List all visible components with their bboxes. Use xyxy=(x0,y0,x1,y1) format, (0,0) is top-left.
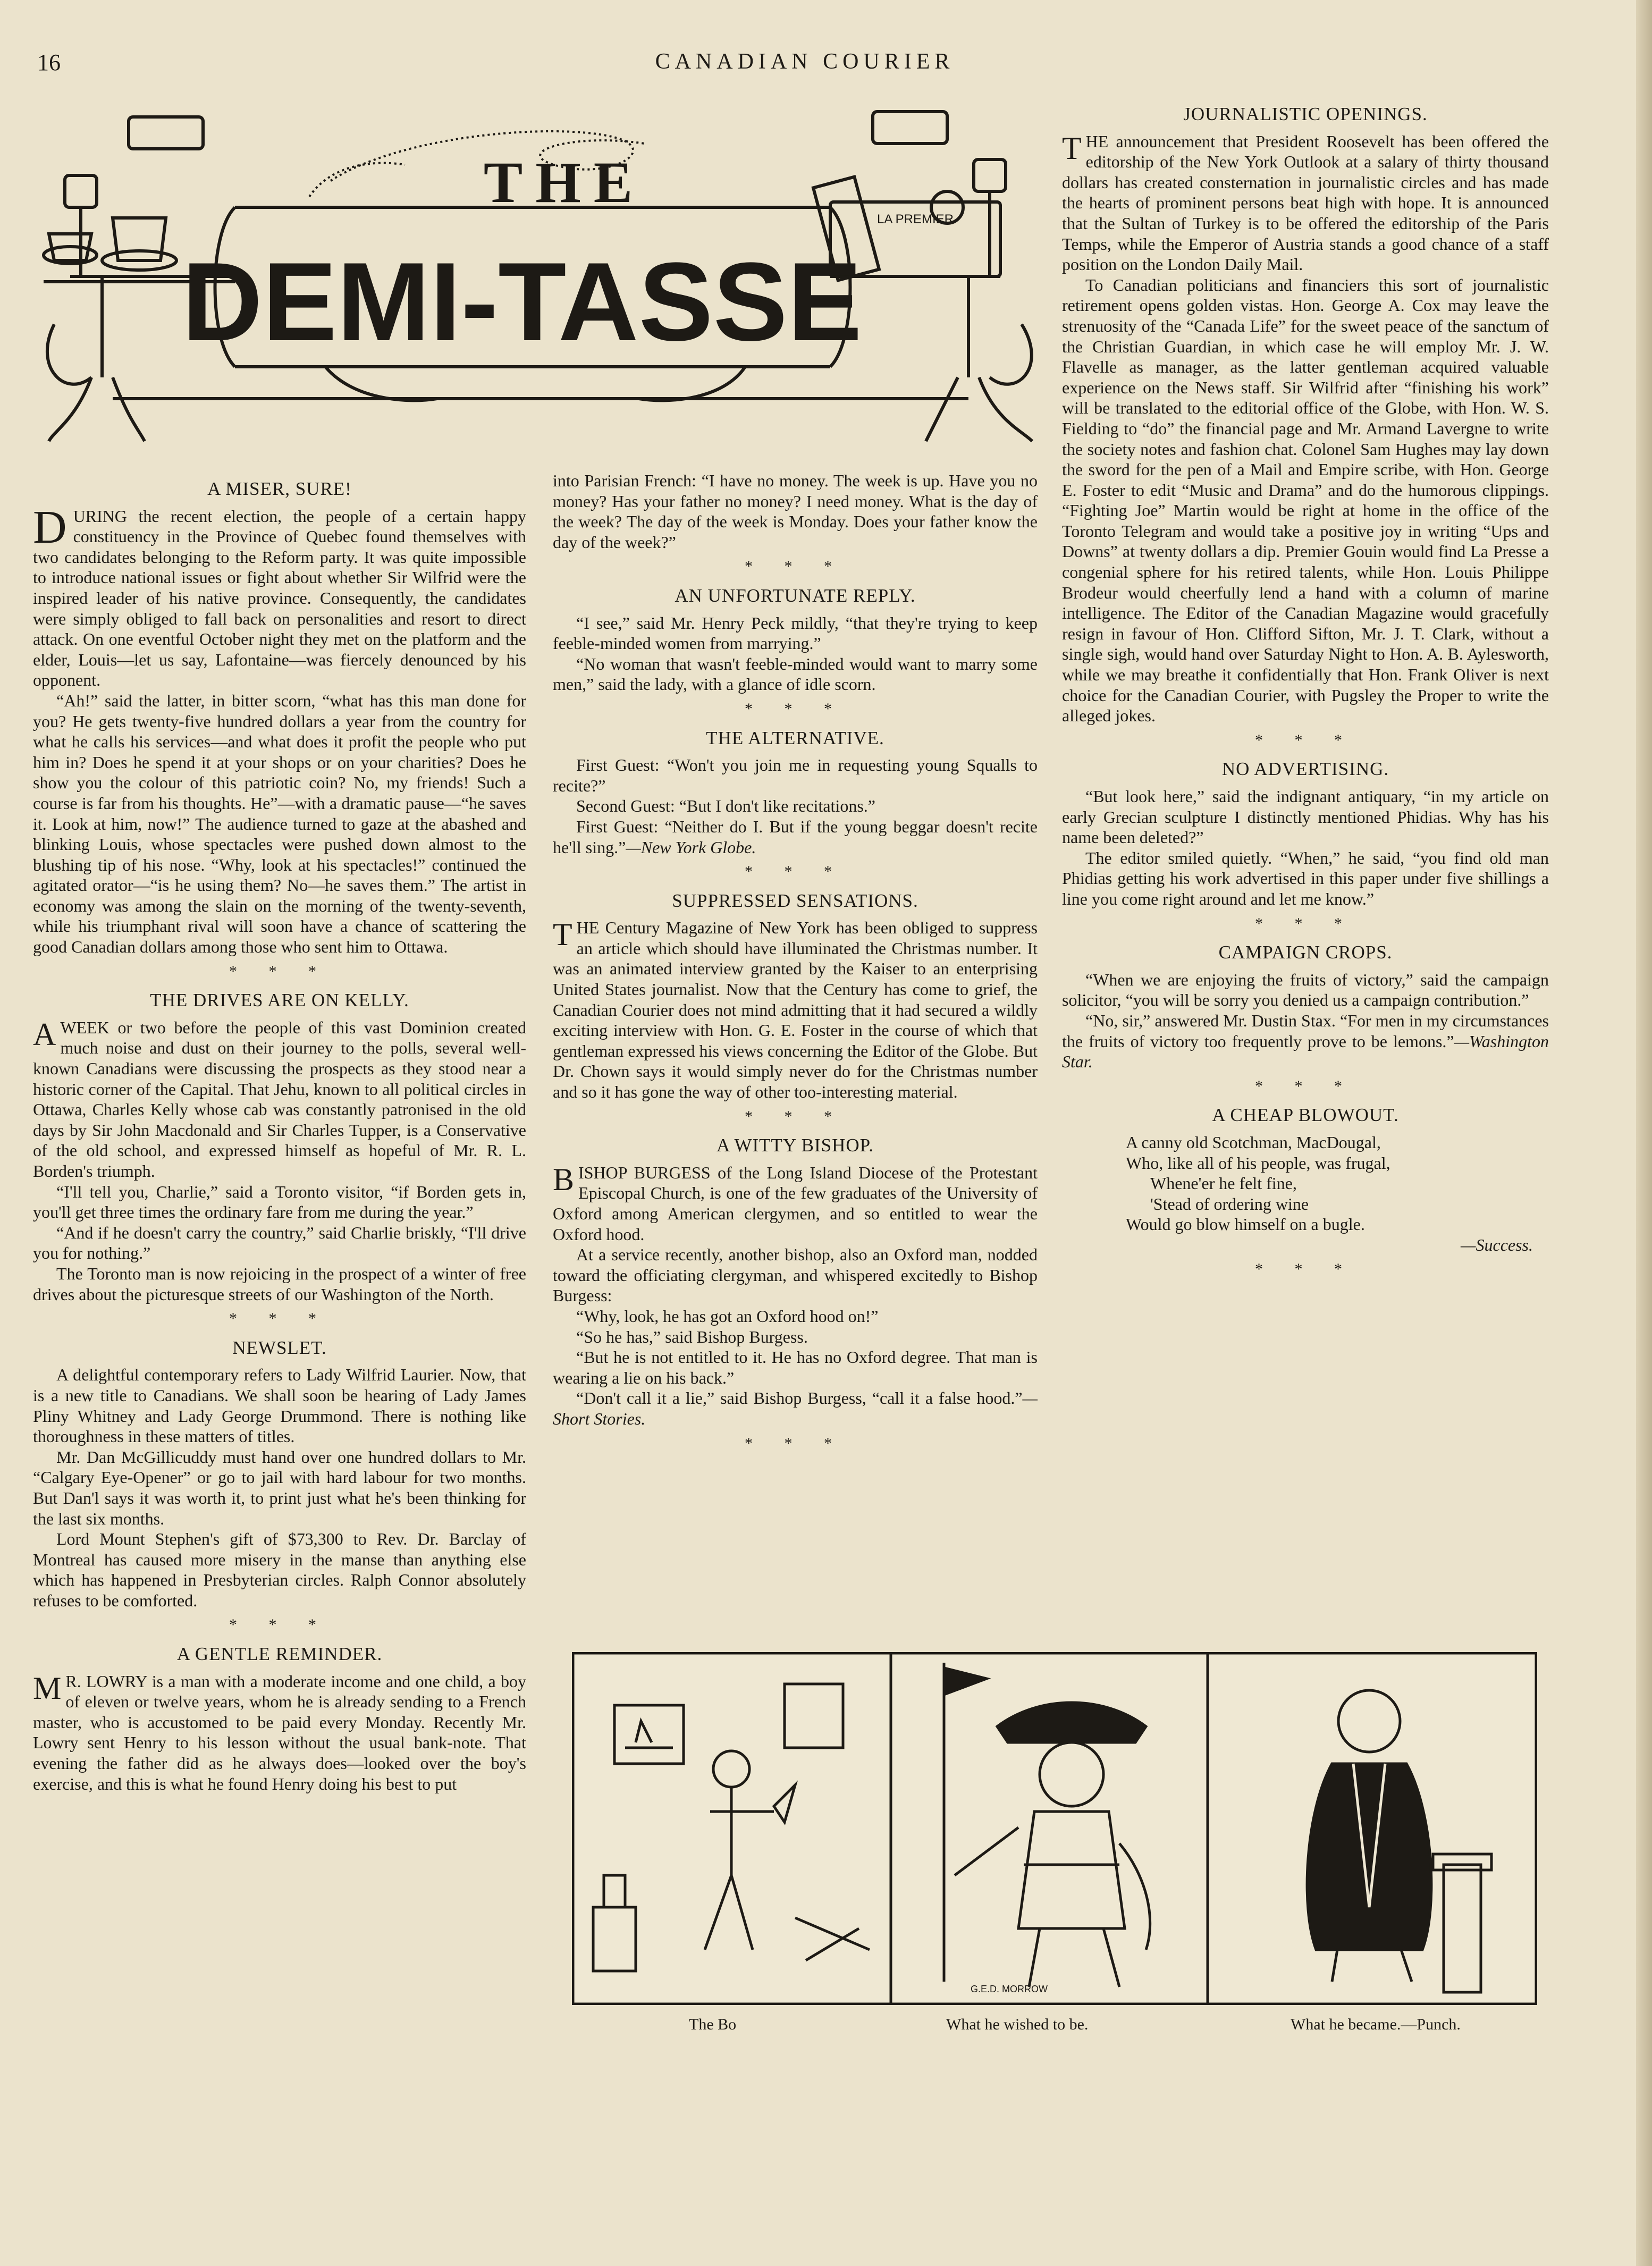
paragraph: HE announcement that President Roosevelt has been offered the editorship of the New York Outlook at a salary of thirty thousand dollars has created consternation in journalistic circles and has made the hearts of prominent persons beat high with hope. It is announced that the Sultan of Turkey is to be offered the editorship of the Paris Temps, while the Emperor of Austria stands a good chance of a staff position on the London Daily Mail. xyxy=(1062,131,1549,274)
page-edge xyxy=(1636,0,1652,2266)
headline-unfortunate-reply: AN UNFORTUNATE REPLY. xyxy=(675,585,916,606)
headline-newslet: NEWSLET. xyxy=(232,1337,327,1358)
paragraph: Second Guest: “But I don't like recitations.” xyxy=(576,796,875,816)
separator: * * * xyxy=(229,962,330,980)
publication-title: CANADIAN COURIER xyxy=(655,49,955,74)
headline-no-advertising: NO ADVERTISING. xyxy=(1221,759,1389,780)
headline-suppressed-sensations: SUPPRESSED SENSATIONS. xyxy=(672,890,918,911)
paragraph: At a service recently, another bishop, also an Oxford man, nodded toward the officiating clergyman, and whispered excitedly to Bishop Burgess: xyxy=(553,1245,1038,1305)
paragraph: “But look here,” said the indignant antiquary, “in my article on early Grecian sculpture I distinctly mentioned Phidias. Why has his name been deleted?” xyxy=(1062,787,1549,847)
column-middle xyxy=(553,470,1038,1457)
paragraph: “When we are enjoying the fruits of victory,” said the campaign solicitor, “you will be sorry you denied us a campaign contribution.” xyxy=(1062,970,1549,1010)
drop-cap: D xyxy=(33,501,67,553)
separator: * * * xyxy=(745,558,846,576)
paragraph: “Don't call it a lie,” said Bishop Burgess, “call it a false hood.” xyxy=(576,1388,1023,1408)
drop-cap: B xyxy=(553,1161,575,1197)
source-credit: —New York Globe. xyxy=(626,837,756,857)
artist-signature: G.E.D. MORROW xyxy=(971,1984,1048,1994)
separator: * * * xyxy=(1255,1077,1356,1095)
paragraph: R. LOWRY is a man with a moderate income and one child, a boy of eleven or twelve years, whom he is already sending to a French master, who is accustomed to be paid every Monday. Recently Mr. Lowry sent Henry to his lesson without the usual bank-note. That evening the father did as he always does—looked over the boy's exercise, and this is what he found Henry doing his best to put xyxy=(33,1671,526,1793)
poem-line: Whene'er he felt fine, xyxy=(1150,1174,1297,1193)
paragraph: ISHOP BURGESS of the Long Island Diocese of the Protestant Episcopal Church, is one of the few graduates of the University of Oxford among American clergymen, and so entitled to wear the Oxford hood. xyxy=(553,1163,1038,1244)
caption-panel-1: The Bo xyxy=(689,2016,737,2033)
cartoon-triptych xyxy=(572,1652,1537,2005)
headline-alternative: THE ALTERNATIVE. xyxy=(706,727,884,748)
drop-cap: M xyxy=(33,1670,62,1706)
paragraph: “But he is not entitled to it. He has no Oxford degree. That man is wearing a lie on his back.” xyxy=(553,1347,1038,1387)
drop-cap: T xyxy=(1062,130,1082,166)
paragraph: A delightful contemporary refers to Lady Wilfrid Laurier. Now, that is a new title to Canadians. We shall soon be hearing of Lady James Pliny Whitney and Lady George Drummond. There is nothing like thoroughness in these matters of titles. xyxy=(33,1365,526,1446)
paragraph: “No, sir,” answered Mr. Dustin Stax. “For men in my circumstances the fruits of victory too frequently prove to be lemons.” xyxy=(1062,1010,1549,1051)
headline-drives-on-kelly: THE DRIVES ARE ON KELLY. xyxy=(150,990,409,1011)
headline-journalistic-openings: JOURNALISTIC OPENINGS. xyxy=(1183,104,1428,124)
paragraph: “I'll tell you, Charlie,” said a Toronto visitor, “if Borden gets in, you'll get three times the ordinary fare from me during the year.” xyxy=(33,1182,526,1222)
masthead-the: THE xyxy=(483,150,646,215)
masthead-demi-tasse: DEMI-TASSE xyxy=(182,239,862,364)
separator: * * * xyxy=(229,1310,330,1328)
paragraph: The Toronto man is now rejoicing in the prospect of a winter of free drives about the picturesque streets of our Washington of the North. xyxy=(33,1263,526,1304)
paragraph: “Ah!” said the latter, in bitter scorn, “what has this man done for you? He gets twenty-five hundred dollars a year from the country for what he calls his services—and what does it profit the people who put him in? Does he spend it at your shops or on your charities? Does he show you the colour of this patriotic coin? No, my friends! Such a course is far from his thoughts. He”—with a dramatic pause—“he saves it. Look at him, now!” The audience turned to gaze at the abashed and blinking Louis, whose spectacles were pushed down almost to the blushing tip of his nose. “Why, look at his spectacles!” continued the agitated orator—“is he using them? No—he saves them.” The artist in economy was among the slain on the morning of the twenty-seventh, while his triumphant rival will soon have a chance of scattering the good Canadian dollars among those who sent him to Ottawa. xyxy=(33,690,526,957)
headline-cheap-blowout: A CHEAP BLOWOUT. xyxy=(1212,1105,1399,1126)
paragraph: URING the recent election, the people of a certain happy constituency in the Province of Quebec found themselves with two candidates belonging to the Reform party. It was quite impossible to introduce national issues or fight about whether Sir Wilfrid were the inspired leader of his native province. Consequently, the candidates were simply obliged to fall back on personalities and resort to direct attack. On one eventful October night they met on the platform and the elder, Louis—let us say, Lafontaine—was fiercely denounced by his opponent. xyxy=(33,506,526,690)
headline-a-miser-sure: A MISER, SURE! xyxy=(207,478,352,499)
paragraph: To Canadian politicians and financiers this sort of journalistic retirement opens golden vistas. Hon. George A. Cox may leave the strenuosity of the “Canada Life” for the sweet peace of the sanctum of the Christian Guardian, in which case he will employ Mr. J. W. Flavelle as manager, as the latter gentleman acquired valuable experience on the News staff. Sir Wilfrid after “finishing his work” will be translated to the editorial office of the Globe, with Hon. W. S. Fielding to “do” the financial page and Mr. Armand Lavergne to write the society notes and fashion chat. Colonel Sam Hughes may lay down the sword for the pen of a Mail and Empire scribe, with Hon. George E. Foster to edit “Music and Drama” and do the humorous clippings. “Fighting Joe” Martin would be right at home in the office of the Toronto Telegram and would take a positive joy in writing “Ups and Downs” at twenty dollars a dip. Premier Gouin would find La Presse a congenial sphere for his retired talents, while Hon. Louis Philippe Brodeur would cheerfully lend a hand with a column of marine intelligence. The Editor of the Canadian Magazine would gracefully resign in favour of Hon. Clifford Sifton, Mr. J. T. Clark, without a single sigh, would hand over Saturday Night to Hon. A. B. Aylesworth, while we may breathe it confidentially that Hon. Frank Oliver is next choice for the Canadian Courier, with Pugsley the Proper to write the alleged jokes. xyxy=(1062,275,1549,726)
headline-campaign-crops: CAMPAIGN CROPS. xyxy=(1218,942,1393,963)
paragraph: “Why, look, he has got an Oxford hood on!” xyxy=(576,1306,879,1326)
separator: * * * xyxy=(1255,731,1356,749)
paragraph: Mr. Dan McGillicuddy must hand over one hundred dollars to Mr. “Calgary Eye-Opener” or go to jail with hard labour for two months. But Dan'l says it was worth it, to print just what he's been thinking for the last six months. xyxy=(33,1447,526,1528)
paragraph: “I see,” said Mr. Henry Peck mildly, “that they're trying to keep feeble-minded women from marrying.” xyxy=(553,613,1038,653)
separator: * * * xyxy=(745,863,846,881)
paragraph: First Guest: “Neither do I. But if the young beggar doesn't recite he'll sing.” xyxy=(553,816,1038,857)
column-right xyxy=(1062,96,1549,1283)
poem xyxy=(1126,1132,1549,1256)
paragraph: “No woman that wasn't feeble-minded would want to marry some men,” said the lady, with a glance of idle scorn. xyxy=(553,654,1038,694)
separator: * * * xyxy=(229,1616,330,1634)
separator: * * * xyxy=(1255,914,1356,932)
demi-tasse-masthead xyxy=(33,101,1053,452)
source-credit: —Success. xyxy=(1461,1235,1533,1254)
separator: * * * xyxy=(1255,1260,1356,1278)
paragraph: Lord Mount Stephen's gift of $73,300 to Rev. Dr. Barclay of Montreal has caused more misery in the manse than anything else which has happened in Presbyterian circles. Ralph Connor absolutely refuses to be comforted. xyxy=(33,1529,526,1610)
paragraph: First Guest: “Won't you join me in requesting young Squalls to recite?” xyxy=(553,755,1038,795)
cigar-box-label: LA PREMIER xyxy=(876,212,954,226)
poem-line: A canny old Scotchman, MacDougal, xyxy=(1126,1132,1381,1152)
paragraph: HE Century Magazine of New York has been obliged to suppress an article which should have illuminated the Christmas number. It was an animated interview granted by the Kaiser to an enterprising United States journalist. Now that the Century has come to grief, the Canadian Courier does not mind admitting that it had secured a wildly exciting interview with Hon. G. E. Foster in the course of which that gentleman expressed his views concerning the Editor of the Globe. But Dr. Chown says it would simply never do for the Christmas number and so it has gone the way of other too-interesting material. xyxy=(553,918,1038,1102)
headline-witty-bishop: A WITTY BISHOP. xyxy=(717,1135,874,1156)
paragraph: “And if he doesn't carry the country,” said Charlie briskly, “I'll drive you for nothing.” xyxy=(33,1223,526,1263)
caption-panel-3: What he became.—Punch. xyxy=(1291,2016,1461,2033)
paragraph: “So he has,” said Bishop Burgess. xyxy=(576,1327,808,1346)
drop-cap: T xyxy=(553,917,572,953)
separator: * * * xyxy=(745,1107,846,1125)
page-number: 16 xyxy=(37,49,61,75)
paragraph: into Parisian French: “I have no money. The week is up. Have you no money? Has your father no money? I need money. What is the day of the week? The day of the week is Monday. Does your father know the day of the week?” xyxy=(553,471,1038,552)
separator: * * * xyxy=(745,1434,846,1452)
paragraph: The editor smiled quietly. “When,” he said, “you find old man Phidias getting his work advertised in this paper under five shillings a line you come right around and let me know.” xyxy=(1062,848,1549,908)
poem-line: Who, like all of his people, was frugal, xyxy=(1126,1153,1390,1173)
headline-gentle-reminder: A GENTLE REMINDER. xyxy=(176,1644,383,1665)
source-credit: —Washington Star. xyxy=(1062,1031,1549,1072)
poem-line: Would go blow himself on a bugle. xyxy=(1126,1215,1365,1234)
caption-panel-2: What he wished to be. xyxy=(946,2016,1089,2033)
poem-line: 'Stead of ordering wine xyxy=(1150,1194,1309,1214)
drop-cap: A xyxy=(33,1016,56,1052)
separator: * * * xyxy=(745,700,846,718)
paragraph: WEEK or two before the people of this vast Dominion created much noise and dust on their journey to the polls, several well-known Canadians were discussing the prospects as they stood near a historic corner of the Capital. That Jehu, known to all political circles in Ottawa, Charles Kelly whose cab was constantly patronised in the old days by Sir John Macdonald and Sir Charles Tupper, is a Conservative of the old school, and expressed himself as hopeful of Mr. R. L. Borden's triumph. xyxy=(33,1017,526,1181)
column-left xyxy=(33,470,526,1794)
source-credit: —Short Stories. xyxy=(553,1388,1038,1428)
